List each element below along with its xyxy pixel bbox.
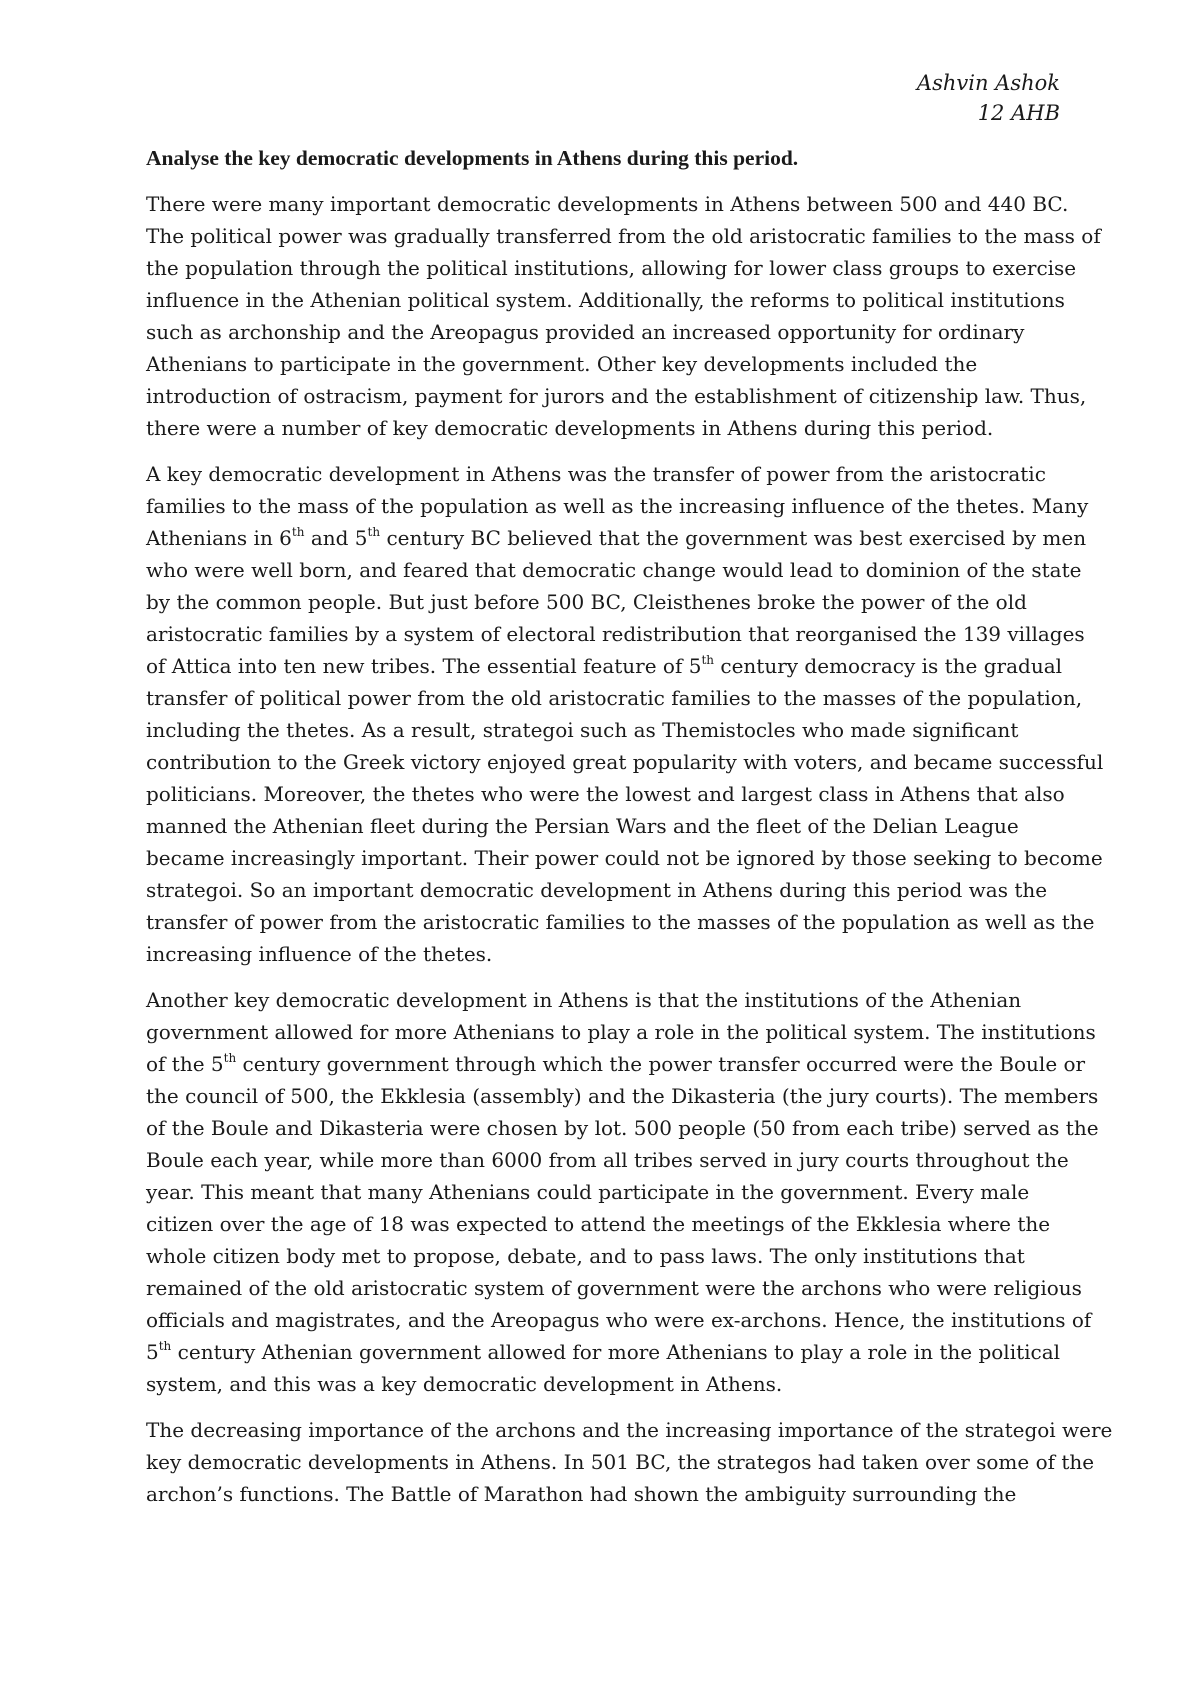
document-header: [146, 68, 1060, 128]
paragraph-line: aristocratic families by a system of electoral redistribution that reorganised the 139 villages: [146, 622, 1085, 646]
paragraph: [146, 984, 1099, 1400]
paragraph-line: became increasingly important. Their power could not be ignored by those seeking to become: [146, 846, 1103, 870]
paragraph-line: archon’s functions. The Battle of Marathon had shown the ambiguity surrounding the: [146, 1482, 1017, 1506]
paragraph-line: families to the mass of the population as well as the increasing influence of the thetes. Many: [146, 494, 1089, 518]
essay-title: Analyse the key democratic developments in Athens during this period.: [146, 146, 799, 170]
paragraph-line: Athenians to participate in the government. Other key developments included the: [146, 352, 978, 376]
paragraph-line: transfer of political power from the old aristocratic families to the masses of the population,: [146, 686, 1083, 710]
class-code: 12 AHB: [977, 101, 1060, 125]
document-page: [146, 68, 1113, 1510]
paragraph-line: strategoi. So an important democratic development in Athens during this period was the: [146, 878, 1048, 902]
author-name: Ashvin Ashok: [916, 71, 1060, 95]
paragraph-line: such as archonship and the Areopagus provided an increased opportunity for ordinary: [146, 320, 1025, 344]
paragraph-line: influence in the Athenian political system. Additionally, the reforms to political institutions: [146, 288, 1065, 312]
paragraph-line: including the thetes. As a result, strategoi such as Themistocles who made significant: [146, 718, 1019, 742]
paragraph-line: contribution to the Greek victory enjoyed great popularity with voters, and became successful: [146, 750, 1104, 774]
paragraph-line: Athenians in 6th and 5th century BC believed that the government was best exercised by men: [146, 525, 1087, 550]
paragraph-line: A key democratic development in Athens was the transfer of power from the aristocratic: [146, 462, 1046, 486]
paragraph-line: increasing influence of the thetes.: [146, 942, 493, 966]
paragraph-line: of the 5th century government through which the power transfer occurred were the Boule or: [146, 1051, 1086, 1076]
paragraph-line: whole citizen body met to propose, debate, and to pass laws. The only institutions that: [146, 1244, 1025, 1268]
paragraph-line: citizen over the age of 18 was expected to attend the meetings of the Ekklesia where the: [146, 1212, 1051, 1236]
paragraph-line: There were many important democratic developments in Athens between 500 and 440 BC.: [146, 192, 1069, 216]
paragraph-line: politicians. Moreover, the thetes who were the lowest and largest class in Athens that also: [146, 782, 1065, 806]
paragraph: [146, 458, 1104, 970]
paragraph-line: key democratic developments in Athens. In 501 BC, the strategos had taken over some of the: [146, 1450, 1095, 1474]
paragraph-line: the population through the political institutions, allowing for lower class groups to exercise: [146, 256, 1077, 280]
paragraph-line: The political power was gradually transferred from the old aristocratic families to the mass of: [146, 224, 1101, 248]
paragraph-line: of Attica into ten new tribes. The essential feature of 5th century democracy is the gradual: [146, 653, 1063, 678]
paragraph-line: officials and magistrates, and the Areopagus who were ex-archons. Hence, the institutions of: [146, 1308, 1092, 1332]
paragraph-line: system, and this was a key democratic development in Athens.: [146, 1372, 783, 1396]
paragraph-line: 5th century Athenian government allowed for more Athenians to play a role in the political: [146, 1339, 1061, 1364]
paragraph-line: Boule each year, while more than 6000 from all tribes served in jury courts throughout the: [146, 1148, 1069, 1172]
paragraph-line: who were well born, and feared that democratic change would lead to dominion of the state: [146, 558, 1082, 582]
paragraph: [146, 188, 1101, 444]
paragraph-line: transfer of power from the aristocratic families to the masses of the population as well as the: [146, 910, 1095, 934]
paragraph-line: manned the Athenian fleet during the Persian Wars and the fleet of the Delian League: [146, 814, 1019, 838]
paragraph-line: by the common people. But just before 500 BC, Cleisthenes broke the power of the old: [146, 590, 1027, 614]
paragraph-line: Another key democratic development in Athens is that the institutions of the Athenian: [146, 988, 1022, 1012]
paragraph-line: of the Boule and Dikasteria were chosen by lot. 500 people (50 from each tribe) served as the: [146, 1116, 1099, 1140]
paragraph-line: introduction of ostracism, payment for jurors and the establishment of citizenship law. Thus,: [146, 384, 1087, 408]
paragraph-line: The decreasing importance of the archons and the increasing importance of the strategoi were: [146, 1418, 1113, 1442]
paragraph: [146, 1414, 1113, 1510]
paragraph-line: government allowed for more Athenians to play a role in the political system. The institutions: [146, 1020, 1096, 1044]
paragraph-line: remained of the old aristocratic system of government were the archons who were religious: [146, 1276, 1082, 1300]
essay-body: [146, 188, 1113, 1510]
paragraph-line: year. This meant that many Athenians could participate in the government. Every male: [146, 1180, 1030, 1204]
paragraph-line: the council of 500, the Ekklesia (assembly) and the Dikasteria (the jury courts). The members: [146, 1084, 1099, 1108]
paragraph-line: there were a number of key democratic developments in Athens during this period.: [146, 416, 994, 440]
